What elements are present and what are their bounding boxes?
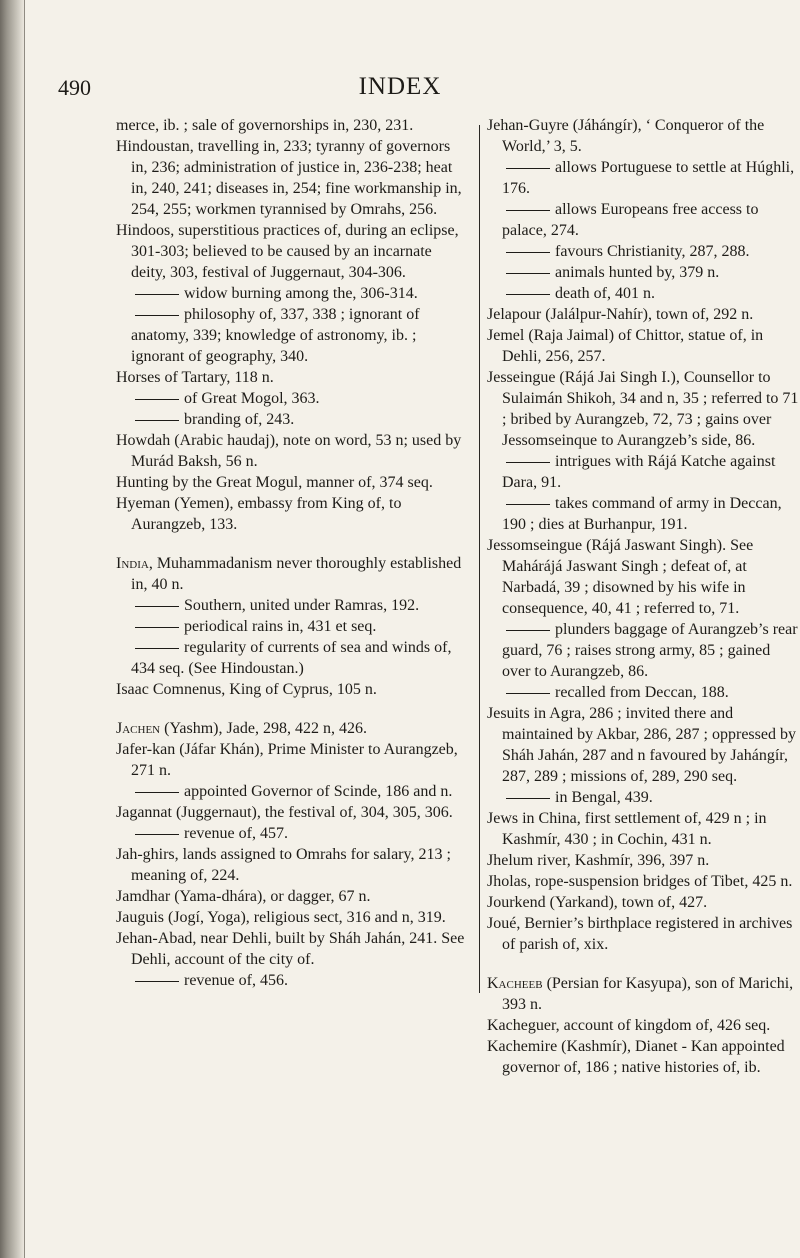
index-subentry (487, 451, 800, 493)
entry-text: Jelapour (Jalálpur-Nahír), town of, 292 n. (487, 306, 754, 323)
index-subentry (116, 637, 470, 679)
entry-text: Hyeman (Yemen), embassy from King of, to Aurangzeb, 133. (116, 495, 402, 533)
entry-text: Jafer-kan (Jáfar Khán), Prime Minister to Aurangzeb, 271 n. (116, 741, 458, 779)
index-subentry (116, 970, 470, 991)
entry-text: of Great Mogol, 363. (184, 390, 320, 407)
index-subentry (116, 304, 470, 367)
repeat-dash (135, 315, 179, 316)
index-subentry (487, 199, 800, 241)
section-initial: Kacheeb (487, 975, 543, 992)
entry-text: allows Europeans free access to palace, 274. (502, 201, 759, 239)
entry-text: takes command of army in Deccan, 190 ; dies at Burhanpur, 191. (502, 495, 782, 533)
entry-text: Jessomseingue (Rájá Jaswant Singh). See Mahárájá Jaswant Singh ; defeat of, at Narbadá, 39 ; disowned by his wife in consequence, 40, 41 ; referred to, 71. (487, 537, 754, 617)
index-subentry (116, 781, 470, 802)
index-subentry (116, 388, 470, 409)
entry-text: (Persian for Kasyupa), son of Marichi, 393 n. (502, 975, 794, 1013)
repeat-dash (506, 798, 550, 799)
entry-text: Horses of Tartary, 118 n. (116, 369, 274, 386)
entry-text: (Yashm), Jade, 298, 422 n, 426. (160, 720, 367, 737)
section-gap (116, 700, 470, 718)
entry-text: Joué, Bernier’s birthplace registered in archives of parish of, xix. (487, 915, 793, 953)
entry-text: Jamdhar (Yama-dhára), or dagger, 67 n. (116, 888, 371, 905)
entry-text: recalled from Deccan, 188. (555, 684, 729, 701)
entry-text: allows Portuguese to settle at Húghli, 176. (502, 159, 795, 197)
entry-text: periodical rains in, 431 et seq. (184, 618, 377, 635)
repeat-dash (135, 834, 179, 835)
index-entry (116, 844, 470, 886)
index-entry (116, 718, 470, 739)
entry-text: death of, 401 n. (555, 285, 655, 302)
index-subentry (487, 493, 800, 535)
index-entry (487, 325, 800, 367)
index-subentry (487, 787, 800, 808)
index-entry (116, 553, 470, 595)
index-entry (116, 136, 470, 220)
section-gap (116, 535, 470, 553)
repeat-dash (506, 693, 550, 694)
entry-text: plunders baggage of Aurangzeb’s rear guard, 76 ; raises strong army, 85 ; gained over to Aurangzeb, 86. (502, 621, 798, 680)
index-entry (487, 703, 800, 787)
repeat-dash (506, 504, 550, 505)
repeat-dash (506, 294, 550, 295)
index-entry (487, 892, 800, 913)
index-entry (487, 808, 800, 850)
entry-text: revenue of, 456. (184, 972, 288, 989)
entry-text: Jourkend (Yarkand), town of, 427. (487, 894, 708, 911)
index-entry (116, 886, 470, 907)
entry-text: in Bengal, 439. (555, 789, 653, 806)
repeat-dash (506, 273, 550, 274)
entry-text: animals hunted by, 379 n. (555, 264, 720, 281)
index-entry (487, 973, 800, 1015)
index-subentry (487, 262, 800, 283)
index-entry (116, 220, 470, 283)
entry-text: favours Christianity, 287, 288. (555, 243, 750, 260)
entry-text: Jesseingue (Rájá Jai Singh I.), Counsellor to Sulaimán Shikoh, 34 and n, 35 ; referred to 71 ; bribed by Aurangzeb, 72, 73 ; gains over Jessomseinque to Aurangzeb’s side, 86. (487, 369, 799, 449)
index-subentry (116, 823, 470, 844)
entry-text: regularity of currents of sea and winds of, 434 seq. (See Hindoustan.) (131, 639, 452, 677)
entry-text: Jauguis (Jogí, Yoga), religious sect, 316 and n, 319. (116, 909, 446, 926)
repeat-dash (135, 792, 179, 793)
index-column-left (116, 115, 470, 991)
running-head: INDEX (358, 73, 442, 100)
index-entry (487, 535, 800, 619)
entry-text: Hunting by the Great Mogul, manner of, 374 seq. (116, 474, 433, 491)
entry-text: merce, ib. ; sale of governorships in, 230, 231. (116, 117, 414, 134)
index-entry (116, 802, 470, 823)
repeat-dash (506, 252, 550, 253)
entry-text: Jehan-Abad, near Dehli, built by Sháh Jahán, 241. See Dehli, account of the city of. (116, 930, 465, 968)
entry-text: Jews in China, first settlement of, 429 n ; in Kashmír, 430 ; in Cochin, 431 n. (487, 810, 767, 848)
index-entry (116, 679, 470, 700)
entry-text: Jhelum river, Kashmír, 396, 397 n. (487, 852, 710, 869)
repeat-dash (506, 210, 550, 211)
repeat-dash (135, 981, 179, 982)
entry-text: Jholas, rope-suspension bridges of Tibet, 425 n. (487, 873, 793, 890)
index-entry (116, 430, 470, 472)
entry-text: revenue of, 457. (184, 825, 288, 842)
index-entry (487, 871, 800, 892)
entry-text: Jehan-Guyre (Jáhángír), ‘ Conqueror of the World,’ 3, 5. (487, 117, 765, 155)
index-entry (487, 1036, 800, 1078)
index-entry (116, 928, 470, 970)
repeat-dash (135, 627, 179, 628)
entry-text: Jagannat (Juggernaut), the festival of, 304, 305, 306. (116, 804, 453, 821)
repeat-dash (135, 294, 179, 295)
binding-edge (24, 0, 25, 1258)
index-entry (487, 850, 800, 871)
index-subentry (487, 241, 800, 262)
section-initial: Jachen (116, 720, 161, 737)
index-entry (116, 739, 470, 781)
index-entry (487, 1015, 800, 1036)
entry-text: Southern, united under Ramras, 192. (184, 597, 420, 614)
index-entry (116, 907, 470, 928)
index-subentry (487, 682, 800, 703)
index-entry (487, 367, 800, 451)
index-subentry (116, 283, 470, 304)
index-subentry (487, 157, 800, 199)
index-subentry (116, 616, 470, 637)
repeat-dash (135, 648, 179, 649)
index-subentry (487, 619, 800, 682)
repeat-dash (506, 462, 550, 463)
repeat-dash (506, 630, 550, 631)
index-entry-continued (116, 115, 470, 136)
repeat-dash (135, 420, 179, 421)
repeat-dash (135, 606, 179, 607)
index-entry (116, 493, 470, 535)
index-entry (116, 367, 470, 388)
entry-text: Hindoos, superstitious practices of, during an eclipse, 301-303; believed to be caused by an incarnate deity, 303, festival of Juggernaut, 304-306. (116, 222, 459, 281)
entry-text: Howdah (Arabic haudaj), note on word, 53 n; used by Murád Baksh, 56 n. (116, 432, 462, 470)
index-entry (487, 913, 800, 955)
entry-text: branding of, 243. (184, 411, 295, 428)
index-subentry (116, 409, 470, 430)
entry-text: Jemel (Raja Jaimal) of Chittor, statue of, in Dehli, 256, 257. (487, 327, 764, 365)
entry-text: Jah-ghirs, lands assigned to Omrahs for salary, 213 ; meaning of, 224. (116, 846, 451, 884)
entry-text: appointed Governor of Scinde, 186 and n. (184, 783, 453, 800)
entry-text: Jesuits in Agra, 286 ; invited there and maintained by Akbar, 286, 287 ; oppressed by Sháh Jahán, 287 and n favoured by Jahángír, 287, 289 ; missions of, 289, 290 seq. (487, 705, 796, 785)
section-gap (487, 955, 800, 973)
entry-text: Kachemire (Kashmír), Dianet - Kan appointed governor of, 186 ; native histories of, ib. (487, 1038, 785, 1076)
index-entry (116, 472, 470, 493)
repeat-dash (506, 168, 550, 169)
entry-text: philosophy of, 337, 338 ; ignorant of anatomy, 339; knowledge of astronomy, ib. ; ignorant of geography, 340. (131, 306, 420, 365)
entry-text: Isaac Comnenus, King of Cyprus, 105 n. (116, 681, 377, 698)
entry-text: Hindoustan, travelling in, 233; tyranny of governors in, 236; administration of justice in, 236-238; heat in, 240, 241; diseases in, 254; fine workmanship in, 254, 255; workmen tyrannised by Omrahs, 256. (116, 138, 462, 218)
column-divider (479, 125, 480, 993)
index-subentry (487, 283, 800, 304)
entry-text: intrigues with Rájá Katche against Dara, 91. (502, 453, 776, 491)
repeat-dash (135, 399, 179, 400)
index-column-right (487, 115, 800, 1078)
entry-text: Muhammadanism never thoroughly established in, 40 n. (131, 555, 462, 593)
index-subentry (116, 595, 470, 616)
index-entry (487, 115, 800, 157)
page-number: 490 (58, 75, 91, 100)
book-binding-shadow (0, 0, 24, 1258)
entry-text: Kacheguer, account of kingdom of, 426 seq. (487, 1017, 771, 1034)
entry-text: widow burning among the, 306-314. (184, 285, 418, 302)
section-initial: India, (116, 555, 153, 572)
index-entry (487, 304, 800, 325)
